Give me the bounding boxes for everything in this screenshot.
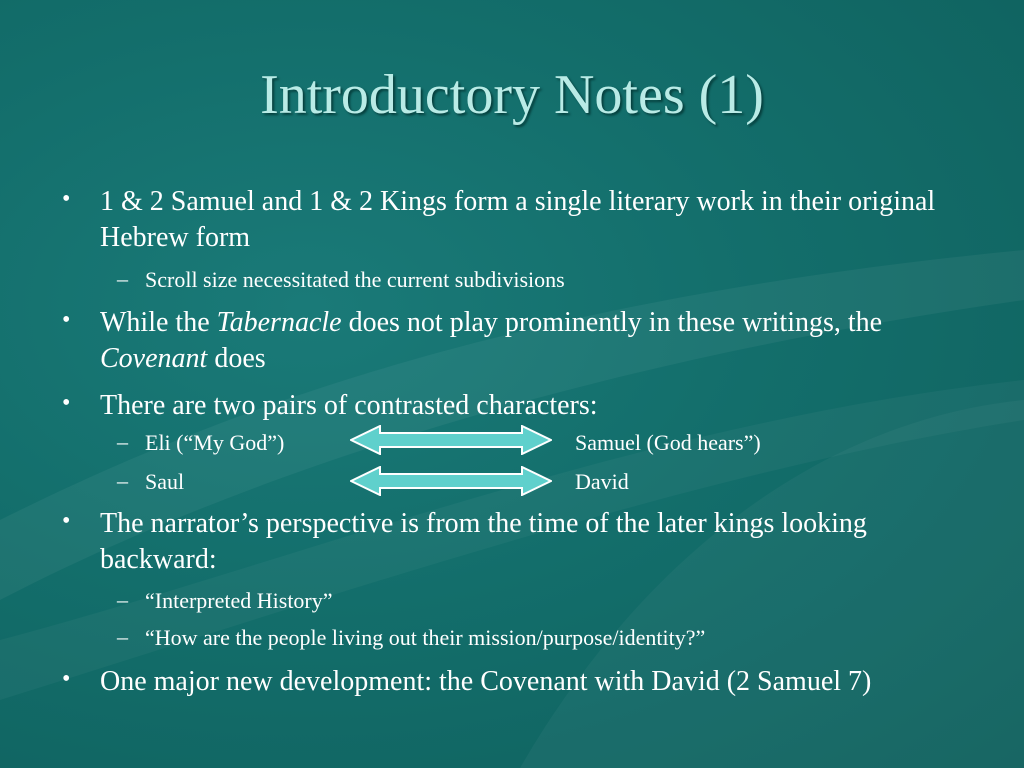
bullet-2-tabernacle: Tabernacle	[216, 307, 342, 338]
double-headed-arrow-icon	[350, 466, 552, 496]
bullet-2-text	[100, 305, 980, 377]
bullet-4-sub-2: “How are the people living out their mission/purpose/identity?”	[145, 625, 706, 650]
bullet-1-text: 1 & 2 Samuel and 1 & 2 Kings form a single literary work in their original Hebrew form	[100, 186, 936, 253]
bullet-2-part-5: does	[207, 343, 266, 374]
bullet-marker: •	[62, 390, 71, 416]
bullet-4-sub-1: “Interpreted History”	[145, 588, 333, 613]
dash-marker: –	[117, 266, 128, 291]
bullet-marker: •	[62, 508, 71, 534]
double-headed-arrow-icon	[350, 425, 552, 455]
bullet-3-text: There are two pairs of contrasted characters:	[100, 390, 598, 421]
bullet-marker: •	[62, 186, 71, 212]
dash-marker: –	[117, 429, 128, 454]
pair-1-right: Samuel (God hears”)	[575, 430, 761, 455]
dash-marker: –	[117, 624, 128, 649]
dash-marker: –	[117, 468, 128, 493]
bullet-2-part-3: does not play prominently in these writings, the	[341, 307, 883, 338]
bullet-1-sub-1: Scroll size necessitated the current subdivisions	[145, 267, 565, 292]
bullet-5-text: One major new development: the Covenant with David (2 Samuel 7)	[100, 666, 872, 697]
bullet-2-part-1: While the	[100, 307, 217, 338]
pair-2-right: David	[575, 469, 629, 494]
dash-marker: –	[117, 587, 128, 612]
pair-1-left: Eli (“My God”)	[145, 430, 285, 455]
bullet-marker: •	[62, 307, 71, 333]
slide-title: Introductory Notes (1)	[260, 64, 764, 126]
bullet-marker: •	[62, 666, 71, 692]
bullet-4-text: The narrator’s perspective is from the time of the later kings looking backward:	[100, 508, 867, 575]
pair-2-left: Saul	[145, 469, 185, 494]
bullet-2-covenant: Covenant	[100, 343, 208, 374]
